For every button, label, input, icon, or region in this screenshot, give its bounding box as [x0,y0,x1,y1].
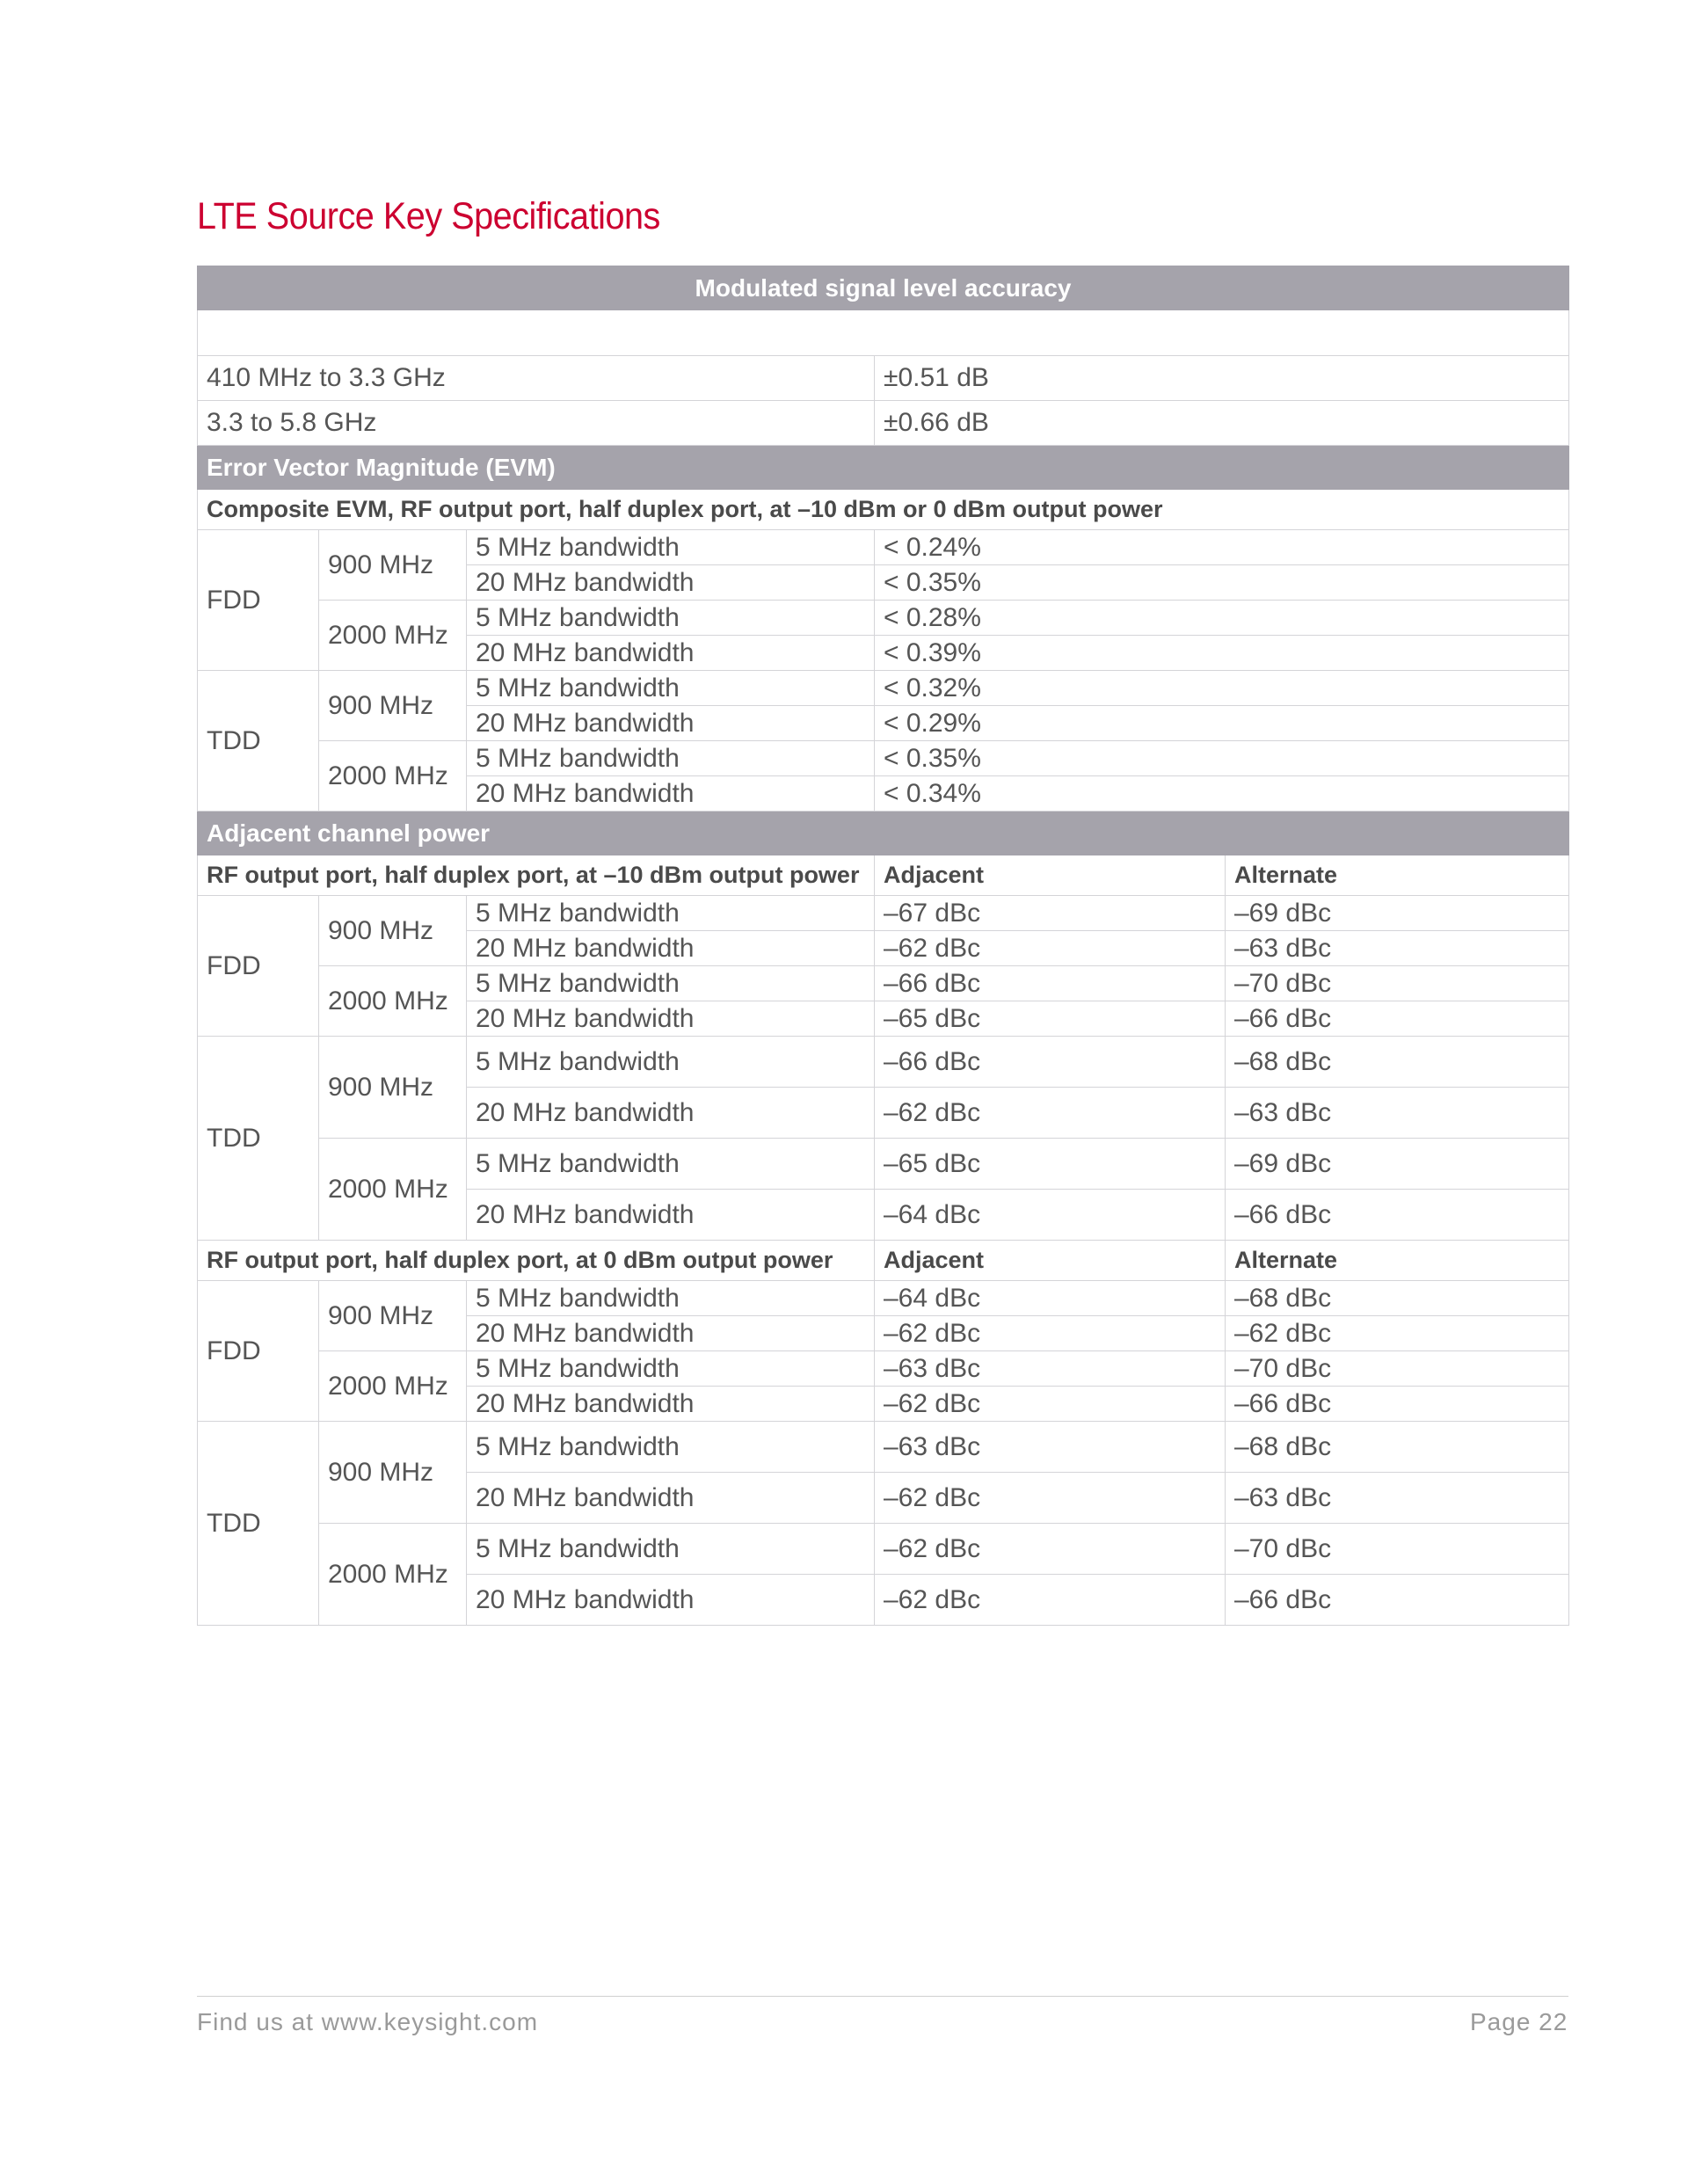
duplex-mode-cell: FDD [198,896,319,1037]
section-header-row [198,812,1569,855]
bandwidth-cell: 20 MHz bandwidth [467,1575,875,1626]
evm-subheader: Composite EVM, RF output port, half duplex port, at –10 dBm or 0 dBm output power [198,490,1569,530]
alternate-value-cell: –63 dBc [1226,1088,1569,1139]
alternate-value-cell: –66 dBc [1226,1575,1569,1626]
band-frequency-cell: 2000 MHz [319,1139,467,1241]
bandwidth-cell: 5 MHz bandwidth [467,741,875,776]
band-frequency-cell: 900 MHz [319,1281,467,1351]
bandwidth-cell: 20 MHz bandwidth [467,565,875,601]
bandwidth-cell: 20 MHz bandwidth [467,776,875,812]
adjacent-value-cell: –63 dBc [875,1351,1226,1387]
bandwidth-cell: 20 MHz bandwidth [467,1316,875,1351]
bandwidth-cell: 5 MHz bandwidth [467,1524,875,1575]
band-frequency-cell: 900 MHz [319,1422,467,1524]
lte-spec-table [197,266,1569,1626]
evm-value-cell: < 0.32% [875,671,1569,706]
evm-value-cell: < 0.34% [875,776,1569,812]
evm-value-cell: < 0.29% [875,706,1569,741]
band-frequency-cell: 900 MHz [319,530,467,601]
alternate-value-cell: –63 dBc [1226,1473,1569,1524]
adjacent-value-cell: –64 dBc [875,1281,1226,1316]
alternate-value-cell: –68 dBc [1226,1281,1569,1316]
adjacent-value-cell: –62 dBc [875,931,1226,966]
alternate-column-header: Alternate [1226,855,1569,896]
adjacent-value-cell: –62 dBc [875,1575,1226,1626]
table-row [198,1524,1569,1575]
alternate-value-cell: –68 dBc [1226,1422,1569,1473]
alternate-column-header: Alternate [1226,1241,1569,1281]
table-row [198,1139,1569,1190]
table-row [198,966,1569,1001]
bandwidth-cell: 20 MHz bandwidth [467,931,875,966]
alternate-value-cell: –66 dBc [1226,1190,1569,1241]
footer-website: Find us at www.keysight.com [197,2008,539,2035]
page-title: LTE Source Key Specifications [197,195,660,237]
alternate-value-cell: –66 dBc [1226,1387,1569,1422]
adjacent-column-header: Adjacent [875,1241,1226,1281]
frequency-range-cell: 3.3 to 5.8 GHz [198,401,875,446]
bandwidth-cell: 20 MHz bandwidth [467,1001,875,1037]
bandwidth-cell: 5 MHz bandwidth [467,1037,875,1088]
bandwidth-cell: 20 MHz bandwidth [467,1088,875,1139]
section-header-row [198,446,1569,490]
modulated-accuracy-header: Modulated signal level accuracy [198,266,1569,310]
table-row [198,1281,1569,1316]
table-row [198,1037,1569,1088]
band-frequency-cell: 2000 MHz [319,741,467,812]
alternate-value-cell: –70 dBc [1226,966,1569,1001]
bandwidth-cell: 5 MHz bandwidth [467,1422,875,1473]
bandwidth-cell: 20 MHz bandwidth [467,1473,875,1524]
accuracy-value-cell: ±0.51 dB [875,356,1569,401]
section-header-row [198,266,1569,310]
duplex-mode-cell: FDD [198,530,319,671]
adjacent-value-cell: –66 dBc [875,966,1226,1001]
table-row [198,741,1569,776]
adjacent-value-cell: –62 dBc [875,1316,1226,1351]
table-row [198,530,1569,565]
frequency-range-cell: 410 MHz to 3.3 GHz [198,356,875,401]
duplex-mode-cell: TDD [198,671,319,812]
duplex-mode-cell: TDD [198,1037,319,1241]
table-row [198,1422,1569,1473]
subheader-row [198,1241,1569,1281]
footer-page-number: Page 22 [1470,2008,1568,2035]
bandwidth-cell: 20 MHz bandwidth [467,706,875,741]
bandwidth-cell: 5 MHz bandwidth [467,1139,875,1190]
evm-value-cell: < 0.28% [875,601,1569,636]
bandwidth-cell: 5 MHz bandwidth [467,671,875,706]
band-frequency-cell: 2000 MHz [319,1524,467,1626]
subheader-row [198,490,1569,530]
table-row [198,601,1569,636]
band-frequency-cell: 900 MHz [319,896,467,966]
duplex-mode-cell: FDD [198,1281,319,1422]
band-frequency-cell: 2000 MHz [319,1351,467,1422]
adjacent-value-cell: –62 dBc [875,1387,1226,1422]
bandwidth-cell: 20 MHz bandwidth [467,636,875,671]
bandwidth-cell: 5 MHz bandwidth [467,530,875,565]
table-row [198,356,1569,401]
bandwidth-cell: 5 MHz bandwidth [467,1351,875,1387]
band-frequency-cell: 2000 MHz [319,966,467,1037]
evm-value-cell: < 0.35% [875,741,1569,776]
duplex-mode-cell: TDD [198,1422,319,1626]
band-frequency-cell: 900 MHz [319,1037,467,1139]
alternate-value-cell: –68 dBc [1226,1037,1569,1088]
table-row [198,1351,1569,1387]
adjacent-value-cell: –63 dBc [875,1422,1226,1473]
footer-divider [197,1996,1568,1997]
table-row [198,671,1569,706]
acp-subheader: RF output port, half duplex port, at –10 dBm output power [198,855,875,896]
adjacent-value-cell: –66 dBc [875,1037,1226,1088]
bandwidth-cell: 20 MHz bandwidth [467,1190,875,1241]
alternate-value-cell: –69 dBc [1226,1139,1569,1190]
alternate-value-cell: –70 dBc [1226,1524,1569,1575]
alternate-value-cell: –63 dBc [1226,931,1569,966]
evm-value-cell: < 0.35% [875,565,1569,601]
subheader-row [198,855,1569,896]
accuracy-value-cell: ±0.66 dB [875,401,1569,446]
bandwidth-cell: 5 MHz bandwidth [467,896,875,931]
adjacent-value-cell: –65 dBc [875,1001,1226,1037]
spec-table-body [198,266,1569,1626]
bandwidth-cell: 20 MHz bandwidth [467,1387,875,1422]
adjacent-value-cell: –62 dBc [875,1088,1226,1139]
blank-cell [198,310,1569,356]
adjacent-value-cell: –65 dBc [875,1139,1226,1190]
adjacent-value-cell: –62 dBc [875,1473,1226,1524]
band-frequency-cell: 2000 MHz [319,601,467,671]
alternate-value-cell: –69 dBc [1226,896,1569,931]
alternate-value-cell: –70 dBc [1226,1351,1569,1387]
adjacent-column-header: Adjacent [875,855,1226,896]
adjacent-value-cell: –67 dBc [875,896,1226,931]
evm-value-cell: < 0.39% [875,636,1569,671]
alternate-value-cell: –62 dBc [1226,1316,1569,1351]
acp-subheader: RF output port, half duplex port, at 0 dBm output power [198,1241,875,1281]
adjacent-value-cell: –64 dBc [875,1190,1226,1241]
table-row [198,401,1569,446]
evm-header: Error Vector Magnitude (EVM) [198,446,1569,490]
alternate-value-cell: –66 dBc [1226,1001,1569,1037]
bandwidth-cell: 5 MHz bandwidth [467,601,875,636]
adjacent-value-cell: –62 dBc [875,1524,1226,1575]
blank-row [198,310,1569,356]
band-frequency-cell: 900 MHz [319,671,467,741]
bandwidth-cell: 5 MHz bandwidth [467,966,875,1001]
table-row [198,896,1569,931]
evm-value-cell: < 0.24% [875,530,1569,565]
bandwidth-cell: 5 MHz bandwidth [467,1281,875,1316]
acp-header: Adjacent channel power [198,812,1569,855]
